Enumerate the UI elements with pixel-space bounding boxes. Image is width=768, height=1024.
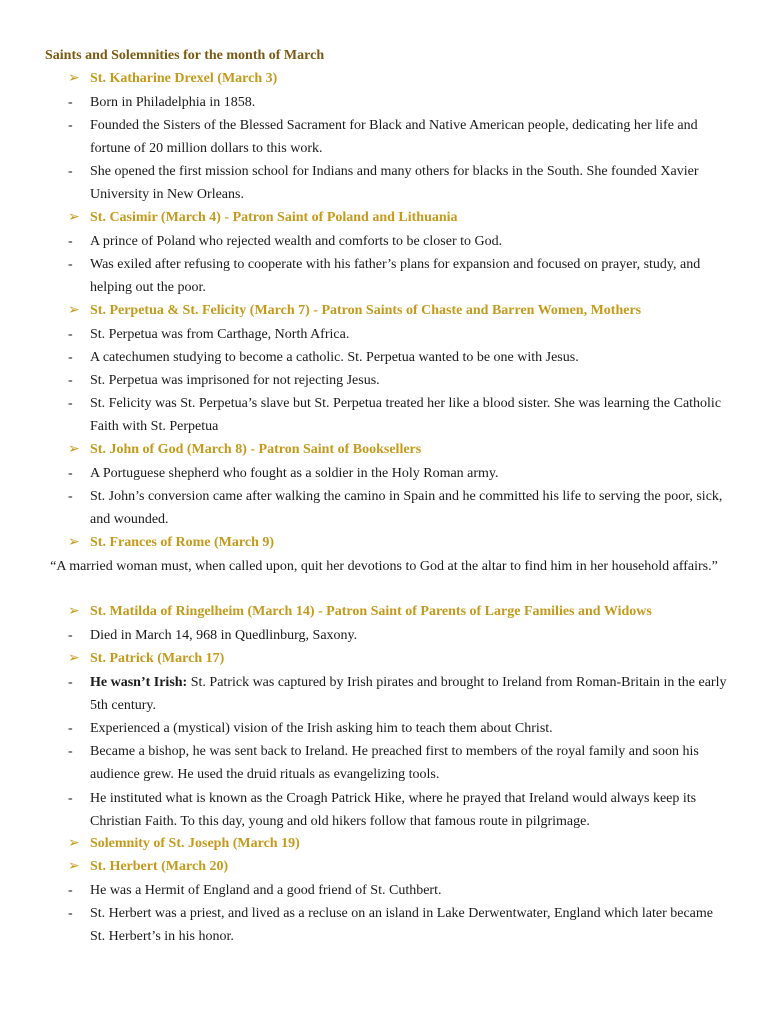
dash-bullet-icon: - [68, 489, 73, 504]
arrow-bullet-icon: ➢ [68, 535, 80, 550]
dash-bullet-icon: - [68, 118, 73, 133]
arrow-bullet-icon: ➢ [68, 210, 80, 225]
saint-heading-frances-of-rome: ➢ St. Frances of Rome (March 9) [68, 535, 275, 550]
dash-bullet-icon: - [68, 906, 73, 921]
list-item: - Experienced a (mystical) vision of the Irish asking him to teach them about Christ. [68, 717, 728, 740]
list-item: - Founded the Sisters of the Blessed Sacrament for Black and Native American people, dedicating her life and fortune of 20 million dollars to this work. [68, 114, 728, 161]
saint-heading-casimir: ➢ St. Casimir (March 4) - Patron Saint of Poland and Lithuania [68, 210, 458, 225]
saint-heading-katharine-drexel: ➢ St. Katharine Drexel (March 3) [68, 71, 278, 86]
list-item: - A catechumen studying to become a catholic. St. Perpetua wanted to be one with Jesus. [68, 346, 728, 369]
list-item: - Was exiled after refusing to cooperate with his father’s plans for expansion and focused on prayer, study, and helping out the poor. [68, 253, 728, 300]
list-item: - He was a Hermit of England and a good friend of St. Cuthbert. [68, 879, 728, 902]
saint-heading-matilda: ➢ St. Matilda of Ringelheim (March 14) - Patron Saint of Parents of Large Families and Widows [68, 604, 652, 619]
quote-text: “A married woman must, when called upon, quit her devotions to God at the altar to find him in her household affairs.” [50, 559, 718, 574]
list-item: - St. Herbert was a priest, and lived as a recluse on an island in Lake Derwentwater, England which later became St. Herbert’s in his honor. [68, 902, 728, 949]
list-item: - St. Perpetua was imprisoned for not rejecting Jesus. [68, 369, 728, 392]
list-item: - She opened the first mission school for Indians and many others for blacks in the South. She founded Xavier University in New Orleans. [68, 160, 728, 207]
list-item: - St. Perpetua was from Carthage, North Africa. [68, 323, 728, 346]
dash-bullet-icon: - [68, 744, 73, 759]
dash-bullet-icon: - [68, 628, 73, 643]
saint-heading-herbert: ➢ St. Herbert (March 20) [68, 859, 229, 874]
arrow-bullet-icon: ➢ [68, 604, 80, 619]
dash-bullet-icon: - [68, 257, 73, 272]
list-item: - He wasn’t Irish: St. Patrick was captured by Irish pirates and brought to Ireland from Roman-Britain in the early 5th century. [68, 671, 728, 718]
saint-heading-perpetua-felicity: ➢ St. Perpetua & St. Felicity (March 7) - Patron Saints of Chaste and Barren Women, Mothers [68, 303, 642, 318]
saint-heading-patrick: ➢ St. Patrick (March 17) [68, 651, 225, 666]
list-item: - A prince of Poland who rejected wealth and comforts to be closer to God. [68, 230, 728, 253]
dash-bullet-icon: - [68, 721, 73, 736]
dash-bullet-icon: - [68, 396, 73, 411]
arrow-bullet-icon: ➢ [68, 442, 80, 457]
list-item: - Born in Philadelphia in 1858. [68, 91, 728, 114]
dash-bullet-icon: - [68, 675, 73, 690]
bold-lead: He wasn’t Irish: [90, 675, 188, 690]
arrow-bullet-icon: ➢ [68, 836, 80, 851]
dash-bullet-icon: - [68, 164, 73, 179]
dash-bullet-icon: - [68, 327, 73, 342]
page-title: Saints and Solemnities for the month of March [45, 48, 325, 63]
list-item: - A Portuguese shepherd who fought as a soldier in the Holy Roman army. [68, 462, 728, 485]
saint-heading-john-of-god: ➢ St. John of God (March 8) - Patron Saint of Booksellers [68, 442, 422, 457]
dash-bullet-icon: - [68, 234, 73, 249]
dash-bullet-icon: - [68, 466, 73, 481]
dash-bullet-icon: - [68, 95, 73, 110]
list-item: - He instituted what is known as the Croagh Patrick Hike, where he prayed that Ireland would always keep its Christian Faith. To this day, young and old hikers follow that famous route in pilgrimage. [68, 787, 728, 834]
saint-heading-joseph: ➢ Solemnity of St. Joseph (March 19) [68, 836, 300, 851]
dash-bullet-icon: - [68, 350, 73, 365]
arrow-bullet-icon: ➢ [68, 651, 80, 666]
list-item: - St. John’s conversion came after walking the camino in Spain and he committed his life to serving the poor, sick, and wounded. [68, 485, 728, 532]
arrow-bullet-icon: ➢ [68, 71, 80, 86]
dash-bullet-icon: - [68, 883, 73, 898]
dash-bullet-icon: - [68, 373, 73, 388]
list-item: - Died in March 14, 968 in Quedlinburg, Saxony. [68, 624, 728, 647]
list-item: - St. Felicity was St. Perpetua’s slave but St. Perpetua treated her like a blood sister. She was learning the Catholic Faith with St. Perpetua [68, 392, 728, 439]
dash-bullet-icon: - [68, 791, 73, 806]
arrow-bullet-icon: ➢ [68, 303, 80, 318]
arrow-bullet-icon: ➢ [68, 859, 80, 874]
list-item: - Became a bishop, he was sent back to Ireland. He preached first to members of the royal family and soon his audience grew. He used the druid rituals as evangelizing tools. [68, 740, 728, 787]
